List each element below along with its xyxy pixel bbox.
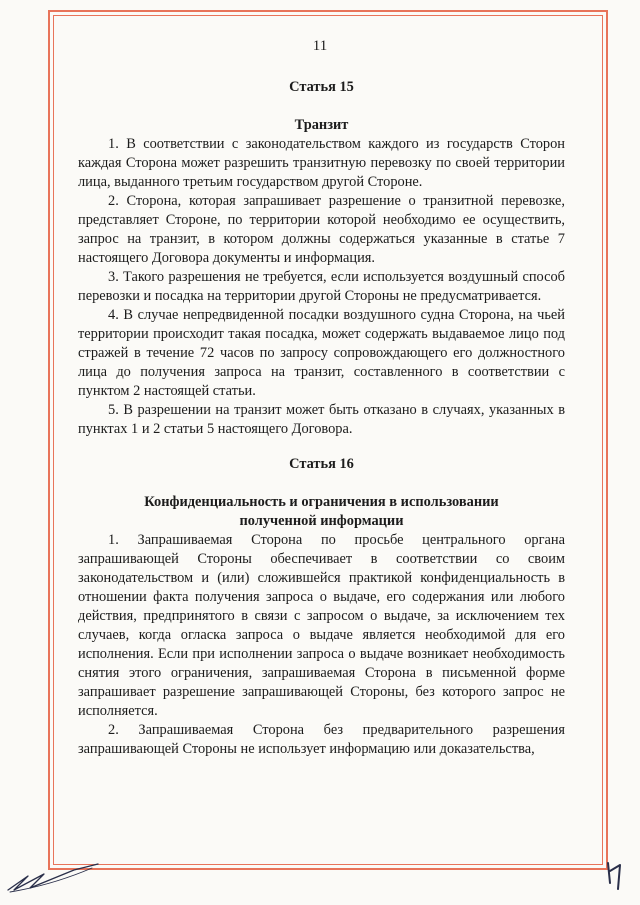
article-15-paragraph-4: 4. В случае непредвиденной посадки воздушного судна Сторона, на чьей территории происходит такая посадка, может содержать выдаваемое лицо под стражей в течение 72 часов по запросу сопровождающего его должностного лица до получения запроса на транзит, составленного в соответствии с пунктом 2 настоящей статьи. (78, 307, 565, 399)
page-number: 11 (312, 38, 328, 54)
document-body (78, 78, 565, 759)
article-15-paragraph-2: 2. Сторона, которая запрашивает разрешение о транзитной перевозке, представляет Стороне, по территории которой необходимо ее осуществить, запрос на транзит, в котором должны содержаться указанные в статье 7 настоящего Договора документы и информация. (78, 193, 565, 266)
article-15-paragraph-1: 1. В соответствии с законодательством каждого из государств Сторон каждая Сторона может разрешить транзитную перевозку по своей территории лица, выданного третьим государством другой Стороне. (78, 136, 565, 190)
handwritten-margin-mark (600, 853, 630, 893)
article-16-paragraph-1: 1. Запрашиваемая Сторона по просьбе центрального органа запрашивающей Стороны обеспечивает в соответствии со своим законодательством и (или) сложившейся практикой конфиденциальность в отношении факта получения запроса о выдаче, его содержания или любого действия, предпринятого в связи с запросом о выдаче, за исключением тех случаев, когда огласка запроса о выдаче является необходимой для его исполнения. Если при исполнении запроса о выдаче возникает необходимость снятия этого ограничения, запрашиваемая Сторона в письменной форме запрашивает разрешение запрашивающей Стороны, без которого запрос не исполняется. (78, 532, 565, 719)
article-15-subtitle: Транзит (294, 117, 349, 133)
handwritten-signature (4, 858, 100, 898)
article-16-paragraph-2: 2. Запрашиваемая Сторона без предварительного разрешения запрашивающей Стороны не использует информацию или доказательства, (78, 722, 565, 757)
article-16-title: Статья 16 (289, 456, 354, 472)
article-16-subtitle-line-1: Конфиденциальность и ограничения в использовании (144, 494, 499, 510)
article-15-title: Статья 15 (289, 79, 354, 95)
article-15-paragraph-5: 5. В разрешении на транзит может быть отказано в случаях, указанных в пунктах 1 и 2 статьи 5 настоящего Договора. (78, 402, 565, 437)
article-15-paragraph-3: 3. Такого разрешения не требуется, если используется воздушный способ перевозки и посадка на территории другой Стороны не предусматривается. (78, 269, 565, 304)
article-16-subtitle-line-2: полученной информации (239, 513, 404, 529)
